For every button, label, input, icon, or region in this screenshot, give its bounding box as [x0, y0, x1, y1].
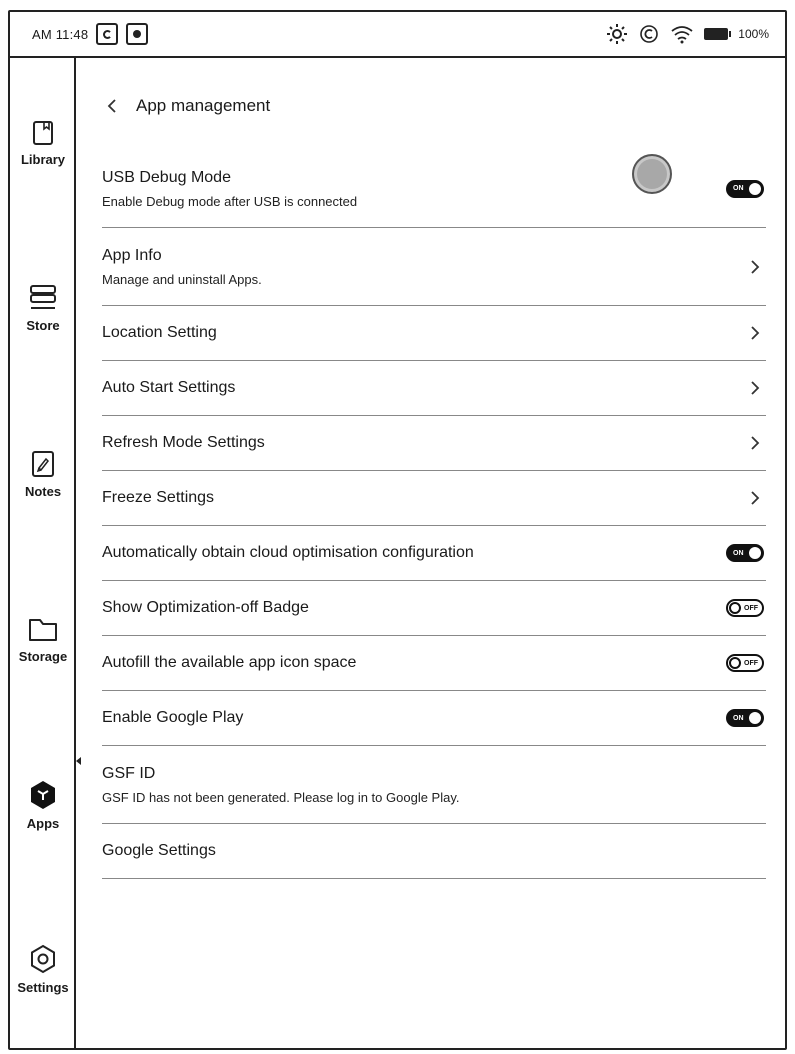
- optimization-badge-toggle[interactable]: [726, 599, 764, 617]
- setting-title: Autofill the available app icon space: [102, 654, 357, 671]
- setting-location[interactable]: [102, 306, 766, 361]
- battery-level: 100%: [738, 27, 769, 41]
- settings-icon: [28, 944, 58, 974]
- sidebar-item-label: Apps: [26, 816, 60, 831]
- setting-autofill-icon-space[interactable]: [102, 636, 766, 691]
- setting-auto-start[interactable]: [102, 361, 766, 416]
- page-header: [104, 96, 270, 116]
- chevron-right-icon: [746, 324, 764, 342]
- store-icon: [29, 284, 57, 312]
- sidebar-item-label: Store: [26, 318, 60, 333]
- setting-title: Auto Start Settings: [102, 379, 236, 396]
- setting-subtitle: GSF ID has not been generated. Please log in to Google Play.: [102, 789, 460, 805]
- usb-debug-toggle[interactable]: [726, 180, 764, 198]
- toggle-state: ON: [733, 185, 744, 192]
- setting-freeze[interactable]: [102, 471, 766, 526]
- storage-icon: [28, 615, 58, 643]
- chevron-right-icon: [746, 379, 764, 397]
- wifi-icon[interactable]: [670, 24, 694, 44]
- library-icon: [32, 120, 54, 146]
- screen-mode-icon[interactable]: [96, 23, 118, 45]
- setting-optimization-off-badge[interactable]: [102, 581, 766, 636]
- sidebar-item-notes[interactable]: [10, 450, 76, 499]
- setting-title: USB Debug Mode: [102, 168, 231, 186]
- status-bar: [10, 12, 785, 58]
- setting-google-play[interactable]: [102, 691, 766, 746]
- setting-title: Show Optimization-off Badge: [102, 599, 309, 616]
- setting-title: Enable Google Play: [102, 709, 244, 726]
- sidebar-item-apps[interactable]: [10, 780, 76, 831]
- chevron-right-icon: [746, 489, 764, 507]
- toggle-state: ON: [733, 714, 744, 722]
- setting-title: Location Setting: [102, 324, 217, 341]
- toggle-state: OFF: [744, 604, 758, 612]
- setting-subtitle: Enable Debug mode after USB is connected: [102, 193, 358, 209]
- toggle-state: ON: [733, 549, 744, 557]
- notes-icon: [31, 450, 55, 478]
- setting-cloud-optimisation[interactable]: [102, 526, 766, 581]
- setting-title: Refresh Mode Settings: [102, 434, 265, 451]
- setting-title: Automatically obtain cloud optimisation configuration: [102, 544, 474, 561]
- main-content: [78, 58, 785, 1048]
- sync-icon[interactable]: [638, 23, 660, 45]
- sidebar-item-label: Settings: [17, 980, 69, 995]
- autofill-toggle[interactable]: [726, 654, 764, 672]
- sidebar: [10, 58, 76, 1048]
- sidebar-item-label: Storage: [18, 649, 68, 664]
- chevron-right-icon: [746, 434, 764, 452]
- cloud-optimisation-toggle[interactable]: [726, 544, 764, 562]
- chevron-left-icon[interactable]: [104, 97, 122, 115]
- status-time: AM 11:48: [32, 26, 89, 42]
- settings-list: [102, 150, 766, 879]
- record-icon[interactable]: [126, 23, 148, 45]
- sidebar-item-settings[interactable]: [10, 944, 76, 995]
- battery-icon: [704, 28, 728, 40]
- brightness-icon[interactable]: [606, 23, 628, 45]
- toggle-state: OFF: [744, 659, 758, 667]
- setting-gsf-id[interactable]: [102, 746, 766, 824]
- sidebar-item-label: Notes: [24, 484, 62, 499]
- sidebar-item-storage[interactable]: [10, 615, 76, 664]
- setting-google-settings[interactable]: [102, 824, 766, 879]
- setting-title: Google Settings: [102, 842, 216, 859]
- setting-app-info[interactable]: [102, 228, 766, 306]
- setting-usb-debug-mode[interactable]: [102, 150, 766, 228]
- setting-subtitle: Manage and uninstall Apps.: [102, 271, 262, 287]
- sidebar-item-library[interactable]: [10, 120, 76, 167]
- sidebar-item-label: Library: [20, 152, 66, 167]
- device-frame: [8, 10, 787, 1050]
- apps-icon: [29, 780, 57, 810]
- page-title: App management: [136, 96, 271, 115]
- setting-title: Freeze Settings: [102, 489, 215, 506]
- google-play-toggle[interactable]: [726, 709, 764, 727]
- sidebar-item-store[interactable]: [10, 284, 76, 333]
- setting-refresh-mode[interactable]: [102, 416, 766, 471]
- setting-title: App Info: [102, 246, 162, 264]
- chevron-right-icon: [746, 258, 764, 276]
- setting-title: GSF ID: [102, 764, 156, 782]
